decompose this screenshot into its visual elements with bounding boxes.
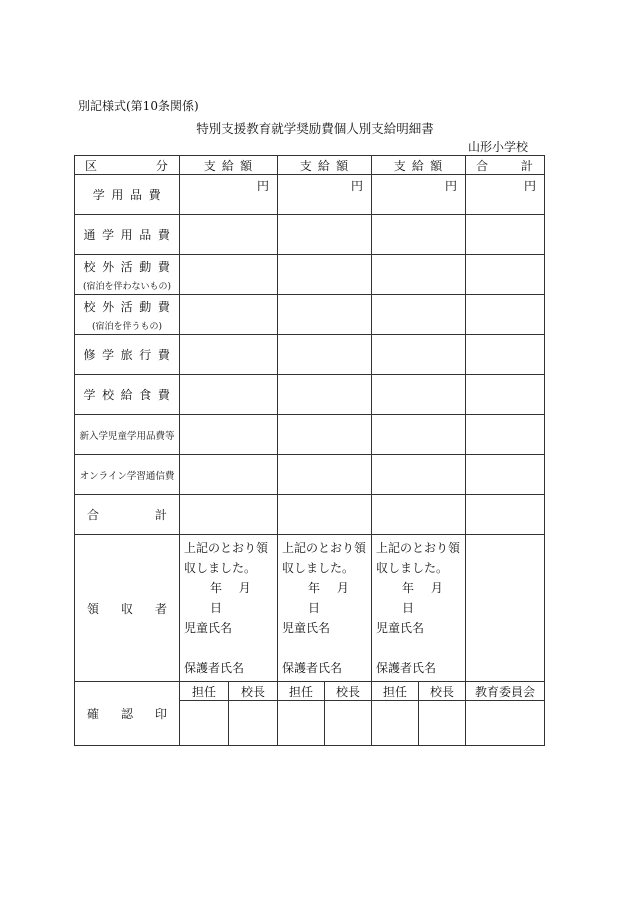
tannin-label: 担任	[372, 682, 419, 701]
seal-cell[interactable]	[419, 701, 466, 746]
amount-cell[interactable]	[372, 455, 466, 495]
row-label: 学校給食費	[75, 375, 180, 415]
amount-cell[interactable]: 円	[372, 175, 466, 215]
total-cell[interactable]	[466, 295, 545, 335]
table-row	[75, 295, 545, 335]
document-title: 特別支援教育就学奨励費個人別支給明細書	[196, 121, 434, 136]
header-payment-3: 支 給 額	[372, 156, 466, 175]
amount-cell[interactable]	[372, 215, 466, 255]
form-label: 別記様式(第10条関係)	[78, 99, 199, 113]
header-row	[75, 156, 545, 175]
amount-cell[interactable]	[278, 295, 372, 335]
row-label: 校外活動費 (宿泊を伴わないもの)	[75, 255, 180, 295]
amount-cell[interactable]	[372, 255, 466, 295]
amount-cell[interactable]	[372, 415, 466, 455]
amount-cell[interactable]: 円	[180, 175, 278, 215]
row-label: 校外活動費 (宿泊を伴うもの)	[75, 295, 180, 335]
amount-cell[interactable]	[278, 255, 372, 295]
kocho-label: 校長	[229, 682, 278, 701]
confirm-header-row	[75, 682, 545, 701]
table-row	[75, 375, 545, 415]
amount-cell[interactable]	[372, 375, 466, 415]
total-cell[interactable]	[466, 495, 545, 535]
row-note: (宿泊を伴うもの)	[91, 321, 163, 332]
table-row	[75, 455, 545, 495]
board-label: 教育委員会	[466, 682, 545, 701]
tannin-label: 担任	[278, 682, 325, 701]
total-row-label: 合 計	[75, 495, 180, 535]
school-name: 山形小学校	[467, 140, 528, 154]
seal-cell[interactable]	[278, 701, 325, 746]
seal-cell[interactable]	[180, 701, 229, 746]
total-row	[75, 495, 545, 535]
guardian-name-label: 保護者氏名	[376, 661, 437, 675]
guardian-name-label: 保護者氏名	[184, 661, 245, 675]
receipt-row	[75, 535, 545, 682]
row-label: オンライン学習通信費	[75, 455, 180, 495]
seal-cell[interactable]	[466, 701, 545, 746]
amount-cell[interactable]	[180, 335, 278, 375]
total-cell[interactable]	[466, 255, 545, 295]
total-cell[interactable]	[466, 375, 545, 415]
header-total: 合 計	[466, 156, 545, 175]
row-label: 修学旅行費	[75, 335, 180, 375]
amount-cell[interactable]	[278, 375, 372, 415]
total-cell[interactable]	[466, 335, 545, 375]
amount-cell[interactable]	[180, 495, 278, 535]
payment-table	[74, 155, 545, 746]
amount-cell[interactable]	[180, 455, 278, 495]
receipt-cell[interactable]: 上記のとおり領 収しました。 年 月 日 児童氏名 保護者氏名	[372, 535, 466, 682]
header-payment-1: 支 給 額	[180, 156, 278, 175]
table-row	[75, 175, 545, 215]
kocho-label: 校長	[419, 682, 466, 701]
total-cell[interactable]	[466, 455, 545, 495]
row-note: (宿泊を伴わないもの)	[82, 281, 172, 292]
table-row	[75, 415, 545, 455]
confirm-label: 確 認 印	[75, 682, 180, 746]
kocho-label: 校長	[325, 682, 372, 701]
amount-cell[interactable]	[180, 295, 278, 335]
total-cell[interactable]	[466, 415, 545, 455]
amount-cell[interactable]	[278, 335, 372, 375]
header-payment-2: 支 給 額	[278, 156, 372, 175]
amount-cell[interactable]	[278, 215, 372, 255]
receipt-cell[interactable]: 上記のとおり領 収しました。 年 月 日 児童氏名 保護者氏名	[278, 535, 372, 682]
amount-cell[interactable]	[372, 335, 466, 375]
table-row	[75, 215, 545, 255]
amount-cell[interactable]	[278, 415, 372, 455]
header-category: 区 分	[75, 156, 180, 175]
seal-cell[interactable]	[229, 701, 278, 746]
total-cell[interactable]	[466, 215, 545, 255]
table-row	[75, 335, 545, 375]
amount-cell[interactable]	[278, 455, 372, 495]
amount-cell[interactable]	[180, 375, 278, 415]
amount-cell[interactable]	[180, 415, 278, 455]
amount-cell[interactable]: 円	[278, 175, 372, 215]
amount-cell[interactable]	[278, 495, 372, 535]
child-name-label: 児童氏名	[184, 621, 233, 635]
row-label: 新入学児童学用品費等	[75, 415, 180, 455]
total-cell[interactable]: 円	[466, 175, 545, 215]
amount-cell[interactable]	[372, 495, 466, 535]
amount-cell[interactable]	[180, 215, 278, 255]
guardian-name-label: 保護者氏名	[282, 661, 343, 675]
seal-cell[interactable]	[372, 701, 419, 746]
receipt-cell[interactable]: 上記のとおり領 収しました。 年 月 日 児童氏名 保護者氏名	[180, 535, 278, 682]
amount-cell[interactable]	[372, 295, 466, 335]
amount-cell[interactable]	[180, 255, 278, 295]
tannin-label: 担任	[180, 682, 229, 701]
row-label: 学用品費	[75, 175, 180, 215]
seal-cell[interactable]	[325, 701, 372, 746]
receipt-label: 領 収 者	[75, 535, 180, 682]
table-row	[75, 255, 545, 295]
child-name-label: 児童氏名	[282, 621, 331, 635]
receipt-blank	[466, 535, 545, 682]
row-label: 通学用品費	[75, 215, 180, 255]
child-name-label: 児童氏名	[376, 621, 425, 635]
